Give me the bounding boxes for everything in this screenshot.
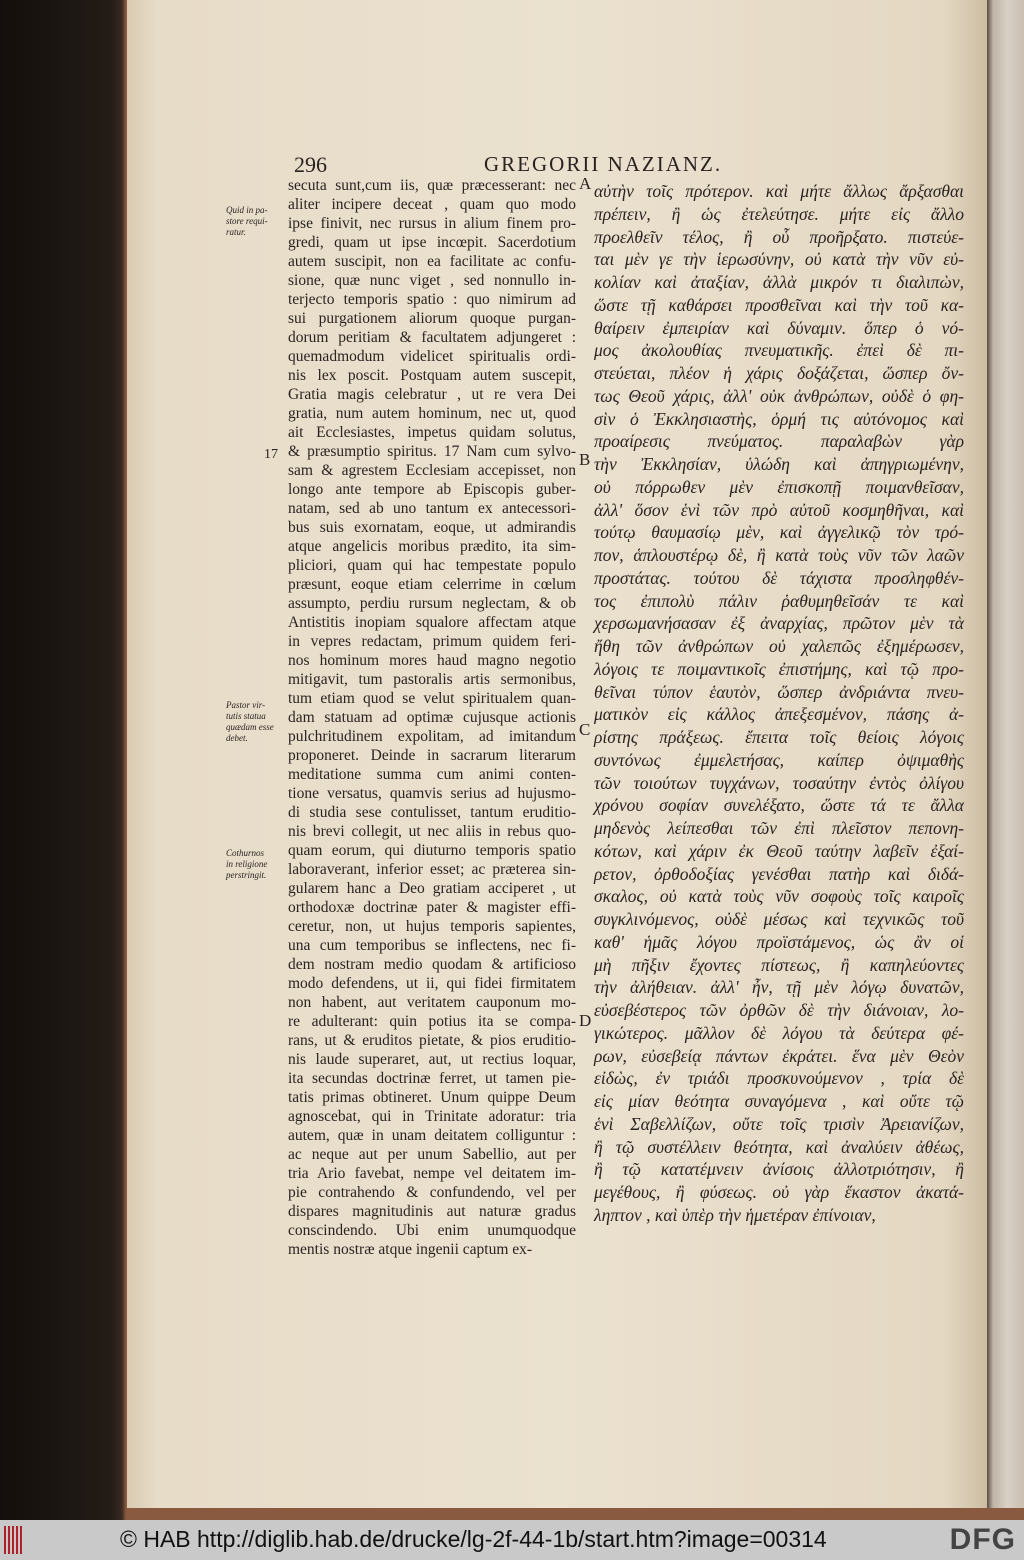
text-line: συγκλινόμενος, οὐδὲ μέσως καὶ τεχνικῶς τοῦ (594, 909, 964, 929)
text-line: tum etiam quod se velut spiritualem quan- (288, 690, 576, 707)
hab-logo-icon (4, 1526, 24, 1554)
text-line: πον, ἁπλουστέρῳ δὲ, ἢ κατὰ τοὺς νῦν τῶν λαῶν (594, 545, 964, 565)
section-letter-a: A (579, 174, 592, 193)
text-line: ρων, εὐσεβείᾳ πάντων ἐκράτει. ἕνα μὲν Θεὸν (594, 1045, 964, 1066)
note-line: store requi- (226, 216, 268, 226)
text-line: ait Ecclesiastes, impetus quidam solutus, (288, 424, 576, 441)
text-line: ται μὲν γε τὴν ἱερωσύνην, οὐ κατὰ τὴν νῦν εὐ- (594, 249, 964, 270)
text-line: longo ante tempore ab Episcopis guber- (288, 481, 576, 498)
text-line: ρίστης πράξεως. ἔπειτα τοῖς θείοις λόγοις (594, 727, 964, 747)
text-line: quam eorum, qui diuturno temporis spatio (288, 842, 576, 859)
section-letter-c: C (579, 720, 591, 739)
note-line: debet. (226, 733, 248, 743)
text-line: orthodoxæ doctrinæ pater & magister effi- (288, 899, 576, 916)
margin-note (226, 848, 267, 881)
text-line: μηδενὸς λείπεσθαι τῶν ἐπὶ πλεῖστον πεπονη- (594, 818, 964, 838)
text-line: gredi, quam ut ipse incœpit. Sacerdotium (288, 234, 576, 251)
text-line: dorum peritiam & facultatem adjungeret : (288, 329, 576, 346)
margin-line-number: 17 (264, 447, 278, 462)
text-line: τὴν Ἐκκλησίαν, ὑλώδη καὶ ἀπηγριωμένην, (594, 454, 964, 474)
text-line: rans, ut & eruditos pietate, & pios eruditio- (288, 1032, 576, 1049)
text-line: tria Ario favebat, nempe vel deitatem im- (288, 1165, 576, 1182)
text-line: conscindendo. Ubi enim unumquodque (288, 1222, 576, 1239)
text-line: μεγέθους, ἢ φύσεως. οὐ γὰρ ἕκαστον ἀκατά- (594, 1182, 964, 1202)
text-line: σκαλος, οὐ κατὰ τοὺς νῦν σοφοὺς τοῖς καιροῖς (594, 886, 964, 907)
text-line: di studia sese contulisset, tantum eruditio- (288, 804, 576, 821)
text-line: τος ἐπιπολὺ πάλιν ῥαθυμηθεῖσάν τε καὶ (594, 590, 964, 611)
text-line: λόγοις τε ποιμαντικοῖς ἐπιστήμης, καὶ τῷ προ- (594, 658, 964, 679)
text-line: aliter incipere deceat , quam quo modo (288, 196, 576, 213)
text-line: natam, sed ab uno tantum ex antecessori- (288, 500, 576, 517)
running-title: GREGORII NAZIANZ. (484, 152, 723, 176)
text-line: agnoscebat, qui in Trinitate adoratur: tria (288, 1108, 576, 1125)
text-line: τως Θεοῦ χάρις, ἀλλ' οὐκ ἀνθρώπων, οὐδὲ ὁ φη- (594, 385, 964, 406)
text-line: re adulterant: quin potius ita se compa- (288, 1013, 576, 1030)
text-line: mentis nostræ atque ingenii captum ex- (288, 1241, 533, 1258)
text-line: tione versatus, quamvis serius ad hujusmo- (288, 785, 576, 802)
text-line: sam & agrestem Ecclesiam accepisset, non (288, 462, 576, 479)
text-line: una cum temporibus se inflectens, nec fi- (288, 937, 576, 954)
text-line: κολίαν καὶ ἀταξίαν, ἀλλὰ μικρόν τι διαλιπὼν, (594, 272, 964, 292)
text-line: autem, quæ in unam deitatem colliguntur : (288, 1127, 576, 1144)
text-line: κότων, καὶ χάριν ἐκ Θεοῦ ταύτην λαβεῖν ἐξαί- (594, 840, 964, 861)
text-line: πρέπειν, ἢ ὡς ἐτελεύτησε. μήτε εἰς ἄλλο (594, 203, 964, 224)
text-line: Antistitis inopiam squalore affectam atque (288, 614, 576, 631)
text-line: in vepres redactam, primum quidem feri- (288, 633, 576, 650)
text-line: οὐ πόρρωθεν μὲν ἐπισκοπῇ ποιμανθεῖσαν, (594, 476, 964, 497)
text-line: tatis primas obtineret. Unum quippe Deum (288, 1089, 576, 1106)
text-line: pliciori, quam qui hac tempestate populo (288, 557, 576, 574)
note-line: perstringit. (226, 870, 267, 880)
dfg-logo: DFG (949, 1523, 1016, 1556)
text-line: gularem hanc a Deo gratiam acciperet , ut (288, 880, 576, 897)
text-line: χερσωμανήσασαν ἐξ ἀναρχίας, πρῶτον μὲν τὰ (594, 613, 964, 634)
page-number: 296 (294, 152, 327, 177)
text-line: ἢ τῷ κατατέμνειν ἀνίσοις ἀλλοτριότησιν, ἢ (594, 1159, 964, 1180)
text-line: ρετον, ὀρθοδοξίας γενέσθαι πατὴρ καὶ διδά- (594, 863, 964, 884)
note-line: in religione (226, 859, 268, 869)
text-line: pie contrahendo & confundendo, vel per (288, 1184, 576, 1201)
text-line: προελθεῖν τέλος, ἢ οὗ προῆρξατο. πιστεύε- (594, 226, 964, 247)
text-line: proponeret. Deinde in sacrarum literarum (288, 747, 576, 764)
copyright-link[interactable]: © HAB http://diglib.hab.de/drucke/lg-2f-44-1b/start.htm?image=00314 (120, 1526, 827, 1552)
text-line: προστάτας. τούτου δὲ τάχιστα προσληφθέν- (594, 567, 964, 588)
text-line: ipse finivit, nec rursus in alium finem pro- (288, 215, 576, 232)
text-line: ἑνὶ Σαβελλίζων, οὔτε τοῖς τρισὶν Ἀρειανίζων, (594, 1113, 964, 1134)
text-line: ceretur, non, ut hujus temporis sapientes, (288, 918, 576, 935)
section-letter-d: D (579, 1011, 592, 1030)
text-line: præsunt, eoque etiam celerrime in cœlum (288, 576, 576, 593)
text-line: ἢ τῷ συστέλλειν θεότητα, καὶ ἀναλύειν ἀθέως, (594, 1136, 964, 1157)
text-line: ὥστε τῇ καθάρσει προσθεῖναι καὶ τὴν τοῦ κα- (594, 294, 964, 315)
next-page-edge (987, 0, 1024, 1508)
text-line: nis lex poscit. Postquam autem suscepit, (288, 367, 576, 384)
note-line: Cothurnos (226, 848, 265, 858)
footer-bar (0, 1520, 1024, 1560)
text-line: laboraverant, inferior esset; ac præterea sin- (288, 861, 576, 878)
text-line: μὴ πῆξιν ἔχοντες πίστεως, ἢ καπηλεύοντες (594, 954, 964, 975)
text-line: autem suscipit, non ea facilitate ac confu- (288, 253, 576, 270)
text-line: terjecto temporis spatio : quo nimirum ad (288, 291, 576, 308)
text-line: quemadmodum videlicet spiritualis ordi- (288, 348, 576, 365)
text-line: ματικὸν εἰς κάλλος ἀπεξεσμένον, πάσης ἀ- (594, 704, 964, 725)
text-line: ac neque aut per unum Sabellio, aut per (288, 1146, 576, 1163)
text-line: καθ' ἡμᾶς λόγου προϊστάμενος, ὡς ἂν οἱ (594, 931, 964, 952)
text-line: στεύεται, πλέον ἡ χάρις δοξάζεται, ὥσπερ ὄν- (594, 363, 964, 383)
text-line: dem nostram medio quodam & artificioso (288, 956, 576, 973)
margin-note (226, 205, 268, 238)
note-line: quædam esse (226, 722, 274, 732)
text-line: mitigavit, tum pastoralis artis sermonibus, (288, 671, 576, 688)
text-line: θαίρειν ἐμπειρίαν καὶ δύναμιν. ὅπερ ὁ νό- (594, 317, 964, 338)
text-line: γικώτερος. μᾶλλον δὲ λόγου τὰ δεύτερα φέ- (594, 1022, 964, 1043)
text-line: secuta sunt,cum iis, quæ præcesserant: nec (288, 177, 576, 194)
note-line: Quid in pa- (226, 205, 268, 215)
text-line: dam statuam ad optimæ cujusque actionis (288, 709, 576, 726)
text-line: nis laude superaret, aut, ut rectius loquar, (288, 1051, 576, 1068)
text-line: ἤθη τῶν ἀνθρώπων οὐ χαλεπῶς ἐξημέρωσεν, (594, 636, 964, 656)
text-line: μος ἀκολουθίας πνευματικῆς. ἐπεὶ δὲ πι- (594, 340, 964, 361)
latin-column (288, 176, 576, 1259)
text-line: meditatione summa cum animi conten- (288, 766, 576, 783)
text-line: sione, quæ nunc viget , sed nonnullo in- (288, 272, 576, 289)
text-line: ληπτον , καὶ ὑπὲρ τὴν ἡμετέραν ἐπίνοιαν, (594, 1204, 876, 1225)
text-line: modo defendens, ut ii, qui fidei firmitatem (288, 975, 576, 992)
text-line: εἰς μίαν θεότητα συναγόμενα , καὶ οὔτε τῷ (594, 1091, 964, 1111)
text-line: τὴν ἀλήθειαν. ἀλλ' ἦν, τῇ μὲν λόγῳ δυνατῶν, (594, 977, 964, 998)
text-line: gratia, num autem hominum, nec ut, quod (288, 405, 576, 422)
text-line: pulchritudinem expolitam, ad imitandum (288, 728, 576, 745)
text-line: θεῖναι τύπον ἑαυτὸν, ὥσπερ ἀνδριάντα πνευ- (594, 681, 964, 702)
note-line: ratur. (226, 227, 246, 237)
text-line: σὶν ὁ Ἐκκλησιαστὴς, ὁρμή τις αὐτόνομος καὶ (594, 408, 964, 429)
text-line: ita secundas doctrinæ ferret, ut tamen pie- (288, 1070, 576, 1087)
note-line: tutis statua (226, 711, 266, 721)
text-line: dispares magnitudinis aut naturæ gradus (288, 1203, 576, 1220)
text-line: προαίρεσις πνεύματος. παραλαβὼν γὰρ (594, 431, 964, 452)
text-line: nos hominum mores haud magno negotio (288, 652, 576, 669)
margin-note (226, 700, 274, 744)
text-line: atque angelicis moribus prædito, ita sim- (288, 538, 576, 555)
text-line: assumpto, perdiu rursum neglectam, & ob (288, 595, 576, 612)
text-line: εὐσεβέστερος τῶν ὀρθῶν δὲ τὴν διάνοιαν, λο- (594, 1000, 964, 1020)
section-letter-b: B (579, 450, 591, 469)
text-line: τῶν τοιούτων τυγχάνων, τοσαύτην ἐντὸς ὀλίγου (594, 772, 964, 793)
greek-column (594, 180, 964, 1227)
text-line: non habent, aut veritatem cauponum mo- (288, 994, 576, 1011)
text-line: χρόνου σοφίαν συνελέξατο, ὥστε τά τε ἄλλα (594, 795, 964, 816)
text-line: Gratia magis celebratur , ut re vera Dei (288, 386, 576, 403)
text-line: τούτῳ θαυμασίῳ μὲν, καὶ ἀγγελικῷ τὸν τρό- (594, 522, 964, 543)
note-line: Pastor vir- (226, 700, 266, 710)
text-line: ἀλλ' ὅσον ἑνὶ τῶν πρὸ αὐτοῦ κοσμηθῆναι, καὶ (594, 499, 964, 520)
text-line: nis brevi collegit, ut nec aliis in rebus quo- (288, 823, 576, 840)
text-line: sui purgationem aliorum quoque purgan- (288, 310, 576, 327)
text-line: αὐτὴν τοῖς πρότερον. καὶ μήτε ἄλλως ἄρξασθαι (594, 181, 964, 201)
text-line: & præsumptio spiritus. 17 Nam cum sylvo- (288, 443, 576, 460)
text-line: bus suis exornatam, eoque, ut admirandis (288, 519, 576, 536)
text-line: εἰδὼς, ἐν τριάδι προσκυνούμενον , τρία δὲ (594, 1068, 964, 1089)
text-line: συντόνως ἐμμελετήσας, καίπερ ὀψιμαθὴς (594, 749, 964, 770)
